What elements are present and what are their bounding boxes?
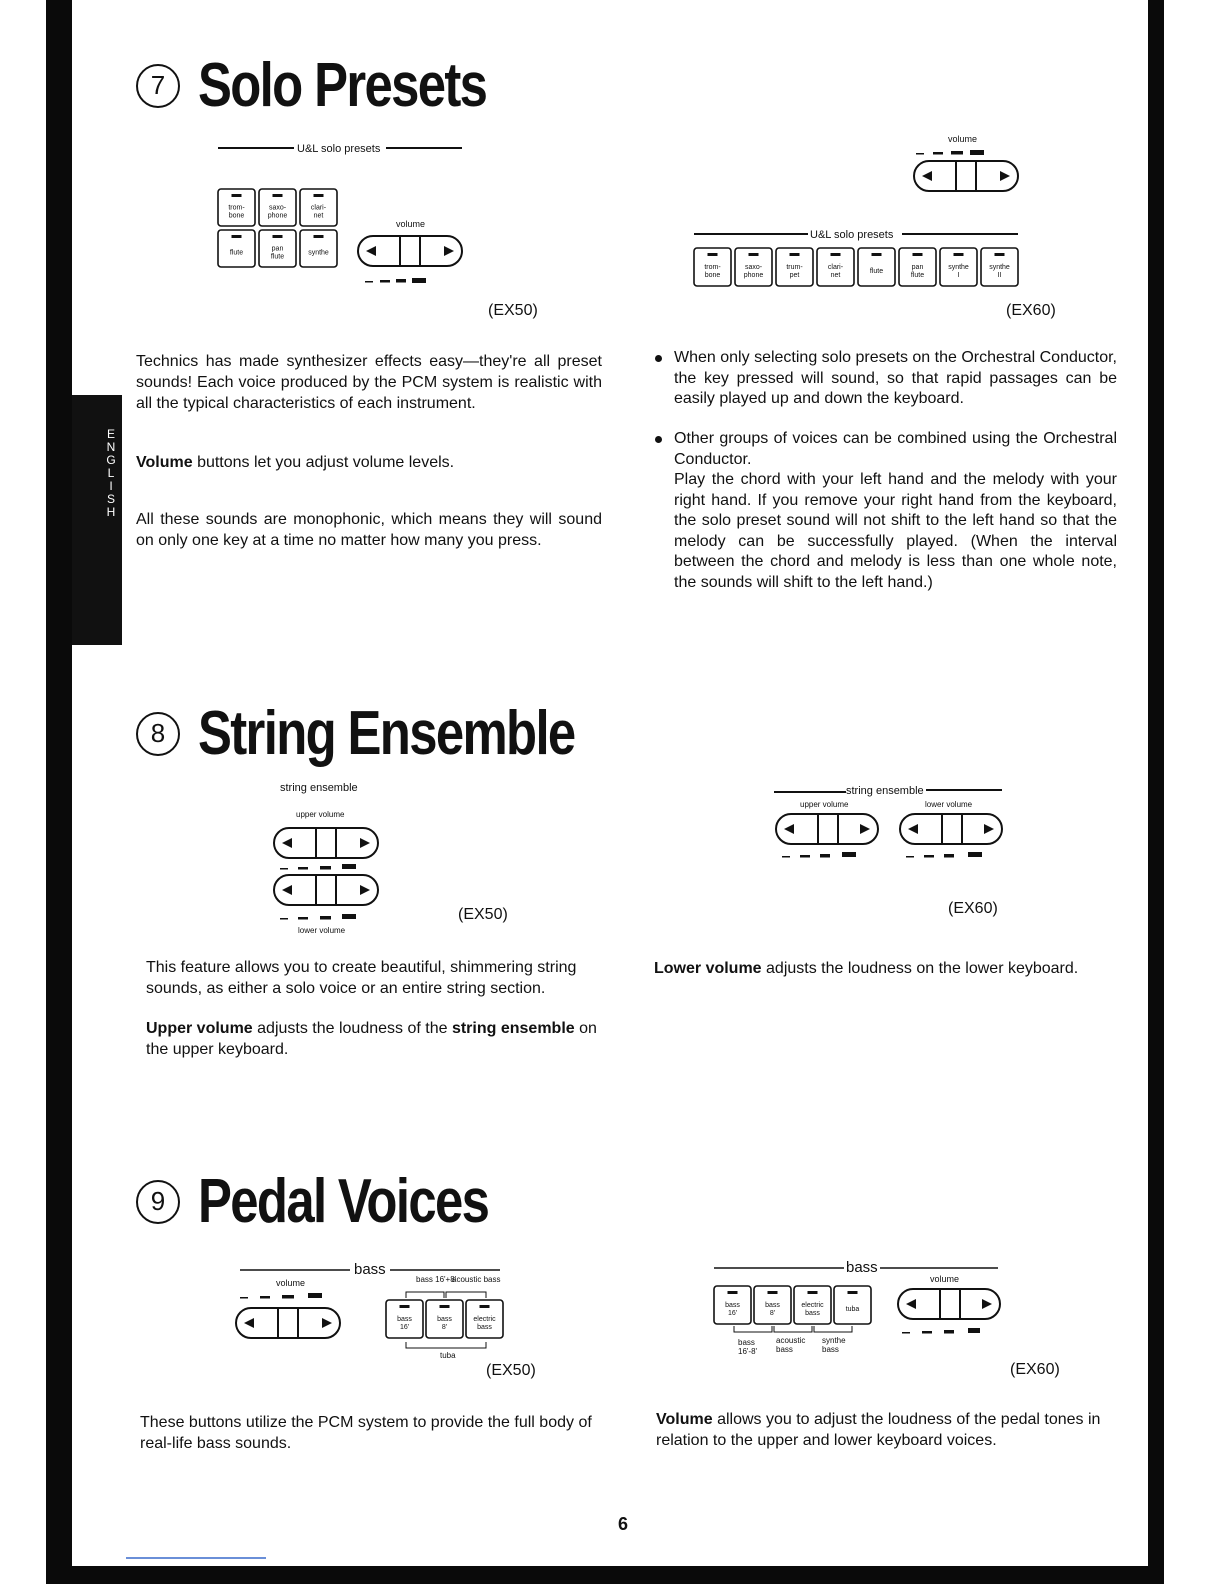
model-label-ex60: (EX60) xyxy=(1010,1361,1060,1378)
svg-text:bass: bass xyxy=(765,1302,780,1309)
svg-text:bone: bone xyxy=(704,272,721,279)
svg-text:saxo-: saxo- xyxy=(268,204,287,212)
model-label-ex50: (EX50) xyxy=(486,1362,536,1379)
upper-volume-level-indicator xyxy=(782,852,856,858)
svg-text:trom-: trom- xyxy=(704,264,721,271)
section-title: String Ensemble xyxy=(198,699,575,768)
page-border-right xyxy=(1148,0,1164,1584)
page-number: 6 xyxy=(618,1514,629,1534)
page-border-left xyxy=(46,0,72,1584)
solo-presets-heading xyxy=(136,50,550,121)
ex50-solo-presets-diagram xyxy=(210,135,480,295)
group-label: string ensemble xyxy=(846,785,924,797)
svg-text:clari-: clari- xyxy=(827,264,844,271)
preset-button[interactable] xyxy=(426,1300,463,1338)
pedal-voices-heading xyxy=(136,1166,552,1237)
section-number: 7 xyxy=(136,64,180,108)
svg-text:16': 16' xyxy=(399,1324,410,1331)
svg-text:net: net xyxy=(313,212,324,220)
svg-text:electric: electric xyxy=(801,1302,824,1309)
string-intro-paragraph: This feature allows you to create beautiful, shimmering string sounds, as either a solo voice or an entire string section. xyxy=(146,959,577,997)
volume-paragraph xyxy=(136,452,602,473)
svg-text:flute: flute xyxy=(910,272,925,279)
language-tab-label: E N G L I S H xyxy=(106,427,116,519)
svg-text:bass: bass xyxy=(397,1316,412,1323)
preset-button[interactable] xyxy=(899,248,936,286)
bullet-dot xyxy=(655,436,662,443)
svg-text:phone: phone xyxy=(743,272,764,279)
preset-button[interactable] xyxy=(386,1300,423,1338)
svg-text:pet: pet xyxy=(789,272,800,279)
lower-volume-bold: Lower volume xyxy=(654,960,762,977)
svg-text:8': 8' xyxy=(769,1310,776,1317)
svg-text:II: II xyxy=(997,272,1002,279)
volume-label: volume xyxy=(396,219,426,229)
preset-button[interactable] xyxy=(858,248,895,286)
page-border-bottom xyxy=(46,1566,1164,1584)
volume-rocker[interactable] xyxy=(898,1289,1000,1319)
volume-level-indicator xyxy=(916,150,984,155)
lower-volume-text: adjusts the loudness on the lower keyboard. xyxy=(766,960,1079,977)
bottom-label: acoustic bass xyxy=(776,1336,806,1354)
ex60-pedal-voices-diagram xyxy=(708,1256,1008,1366)
group-label: bass xyxy=(846,1259,878,1276)
upper-volume-text: adjusts the loudness of the xyxy=(257,1020,448,1037)
svg-text:bone: bone xyxy=(228,212,245,220)
svg-text:16': 16' xyxy=(727,1310,738,1317)
lower-volume-rocker[interactable] xyxy=(900,814,1002,844)
lower-volume-paragraph xyxy=(654,958,1124,979)
svg-text:net: net xyxy=(830,272,841,279)
volume-label: volume xyxy=(276,1278,306,1288)
ex60-solo-presets-diagram xyxy=(690,128,1030,293)
svg-text:synthe: synthe xyxy=(948,264,969,271)
volume-level-indicator xyxy=(365,278,426,283)
group-label: string ensemble xyxy=(280,782,358,794)
bullet-item-continued: Play the chord with your left hand and the melody with your right hand. If you remove your right hand from the keyboard, the solo preset sound will not shift to the left hand so that the melody can be successfully played. (When the interval between the chord and melody is less than one whole note, the sounds will shift to the left hand.) xyxy=(674,471,1117,591)
volume-text: buttons let you adjust volume levels. xyxy=(197,454,455,471)
svg-text:synthe: synthe xyxy=(989,264,1010,271)
svg-text:flute: flute xyxy=(229,249,244,257)
bullet-dot xyxy=(655,355,662,362)
volume-level-indicator xyxy=(280,914,356,920)
pedal-intro-paragraph: These buttons utilize the PCM system to provide the full body of real-life bass sounds. xyxy=(140,1414,592,1452)
preset-button[interactable] xyxy=(940,248,977,286)
model-label-ex60: (EX60) xyxy=(1006,302,1056,319)
section-title: Pedal Voices xyxy=(198,1167,489,1236)
svg-text:I: I xyxy=(957,272,960,279)
volume-level-indicator xyxy=(280,864,356,870)
preset-button[interactable] xyxy=(981,248,1018,286)
upper-volume-label: upper volume xyxy=(800,800,849,809)
string-ensemble-bold: string ensemble xyxy=(451,1020,575,1037)
lower-volume-rocker[interactable] xyxy=(274,875,378,905)
solo-intro-paragraph: Technics has made synthesizer effects easy—they're all preset sounds! Each voice produced by the PCM system is realistic with all the typical characteristics of each instrument. xyxy=(136,353,602,412)
bottom-label: bass 16'-8' xyxy=(738,1338,758,1356)
preset-button[interactable] xyxy=(735,248,772,286)
svg-text:bass: bass xyxy=(805,1310,820,1317)
top-label: bass 16'+8' xyxy=(416,1275,457,1284)
group-label: U&L solo presets xyxy=(297,143,381,155)
upper-volume-rocker[interactable] xyxy=(776,814,878,844)
svg-text:synthe: synthe xyxy=(308,249,329,257)
volume-rocker[interactable] xyxy=(358,236,462,266)
pedal-volume-paragraph xyxy=(656,1409,1126,1451)
preset-button[interactable] xyxy=(218,189,255,226)
upper-volume-paragraph xyxy=(146,1018,616,1060)
group-label: bass xyxy=(354,1261,386,1278)
svg-text:trum-: trum- xyxy=(786,264,803,271)
svg-text:tuba: tuba xyxy=(845,1306,860,1313)
svg-text:clari-: clari- xyxy=(310,204,327,212)
preset-button[interactable] xyxy=(218,230,255,267)
preset-button[interactable] xyxy=(300,189,337,226)
volume-rocker[interactable] xyxy=(236,1308,340,1338)
svg-text:electric: electric xyxy=(473,1316,496,1323)
svg-text:bass: bass xyxy=(725,1302,740,1309)
preset-button[interactable] xyxy=(817,248,854,286)
preset-button[interactable] xyxy=(834,1286,871,1324)
pedal-volume-text: allows you to adjust the loudness of the pedal tones in relation to the upper and lower keyboard voices. xyxy=(656,1411,1101,1449)
preset-button[interactable] xyxy=(259,189,296,226)
string-ensemble-heading xyxy=(136,698,657,769)
ex50-string-ensemble-diagram xyxy=(268,778,408,940)
preset-button[interactable] xyxy=(259,230,296,267)
section-number: 8 xyxy=(136,712,180,756)
upper-volume-text-end: on the upper keyboard. xyxy=(146,1020,597,1058)
model-label-ex50: (EX50) xyxy=(458,906,508,923)
volume-level-indicator xyxy=(240,1293,322,1299)
ex50-pedal-voices-diagram xyxy=(230,1258,520,1368)
svg-text:flute: flute xyxy=(869,268,884,275)
bullet-item: Other groups of voices can be combined using the Orchestral Conductor. xyxy=(674,430,1117,468)
model-label-ex50: (EX50) xyxy=(488,302,538,319)
svg-text:bass: bass xyxy=(437,1316,452,1323)
monophonic-paragraph: All these sounds are monophonic, which means they will sound on only one key at a time no matter how many you press. xyxy=(136,511,602,549)
upper-volume-rocker[interactable] xyxy=(274,828,378,858)
lower-volume-level-indicator xyxy=(906,852,982,858)
svg-text:bass: bass xyxy=(477,1324,492,1331)
svg-text:flute: flute xyxy=(270,253,285,261)
volume-bold: Volume xyxy=(136,454,193,471)
preset-button[interactable] xyxy=(300,230,337,267)
tuba-label: tuba xyxy=(440,1351,456,1360)
volume-level-indicator xyxy=(902,1328,980,1334)
volume-rocker[interactable] xyxy=(914,161,1018,191)
preset-button[interactable] xyxy=(694,248,731,286)
group-label: U&L solo presets xyxy=(810,229,894,241)
preset-button[interactable] xyxy=(754,1286,791,1324)
volume-bold: Volume xyxy=(656,1411,713,1428)
bottom-label: synthe bass xyxy=(822,1336,846,1354)
blue-rule xyxy=(126,1557,266,1559)
model-label-ex60: (EX60) xyxy=(948,900,998,917)
upper-volume-label: upper volume xyxy=(296,810,345,819)
svg-text:pan: pan xyxy=(911,264,924,271)
svg-text:trom-: trom- xyxy=(228,204,245,212)
svg-text:saxo-: saxo- xyxy=(744,264,763,271)
top-label: acoustic bass xyxy=(452,1275,501,1284)
volume-label: volume xyxy=(930,1274,960,1284)
preset-button[interactable] xyxy=(794,1286,831,1324)
volume-label: volume xyxy=(948,134,978,144)
ex60-string-ensemble-diagram xyxy=(770,780,1010,862)
svg-text:pan: pan xyxy=(271,245,284,253)
section-number: 9 xyxy=(136,1180,180,1224)
section-title: Solo Presets xyxy=(198,51,487,120)
preset-button[interactable] xyxy=(776,248,813,286)
lower-volume-label: lower volume xyxy=(298,926,346,935)
lower-volume-label: lower volume xyxy=(925,800,973,809)
upper-volume-bold: Upper volume xyxy=(146,1020,253,1037)
preset-button[interactable] xyxy=(466,1300,503,1338)
preset-button[interactable] xyxy=(714,1286,751,1324)
svg-text:phone: phone xyxy=(267,212,288,220)
bullet-item: When only selecting solo presets on the Orchestral Conductor, the key pressed will sound, so that rapid passages can be easily played up and down the keyboard. xyxy=(674,349,1117,407)
svg-text:8': 8' xyxy=(441,1324,448,1331)
